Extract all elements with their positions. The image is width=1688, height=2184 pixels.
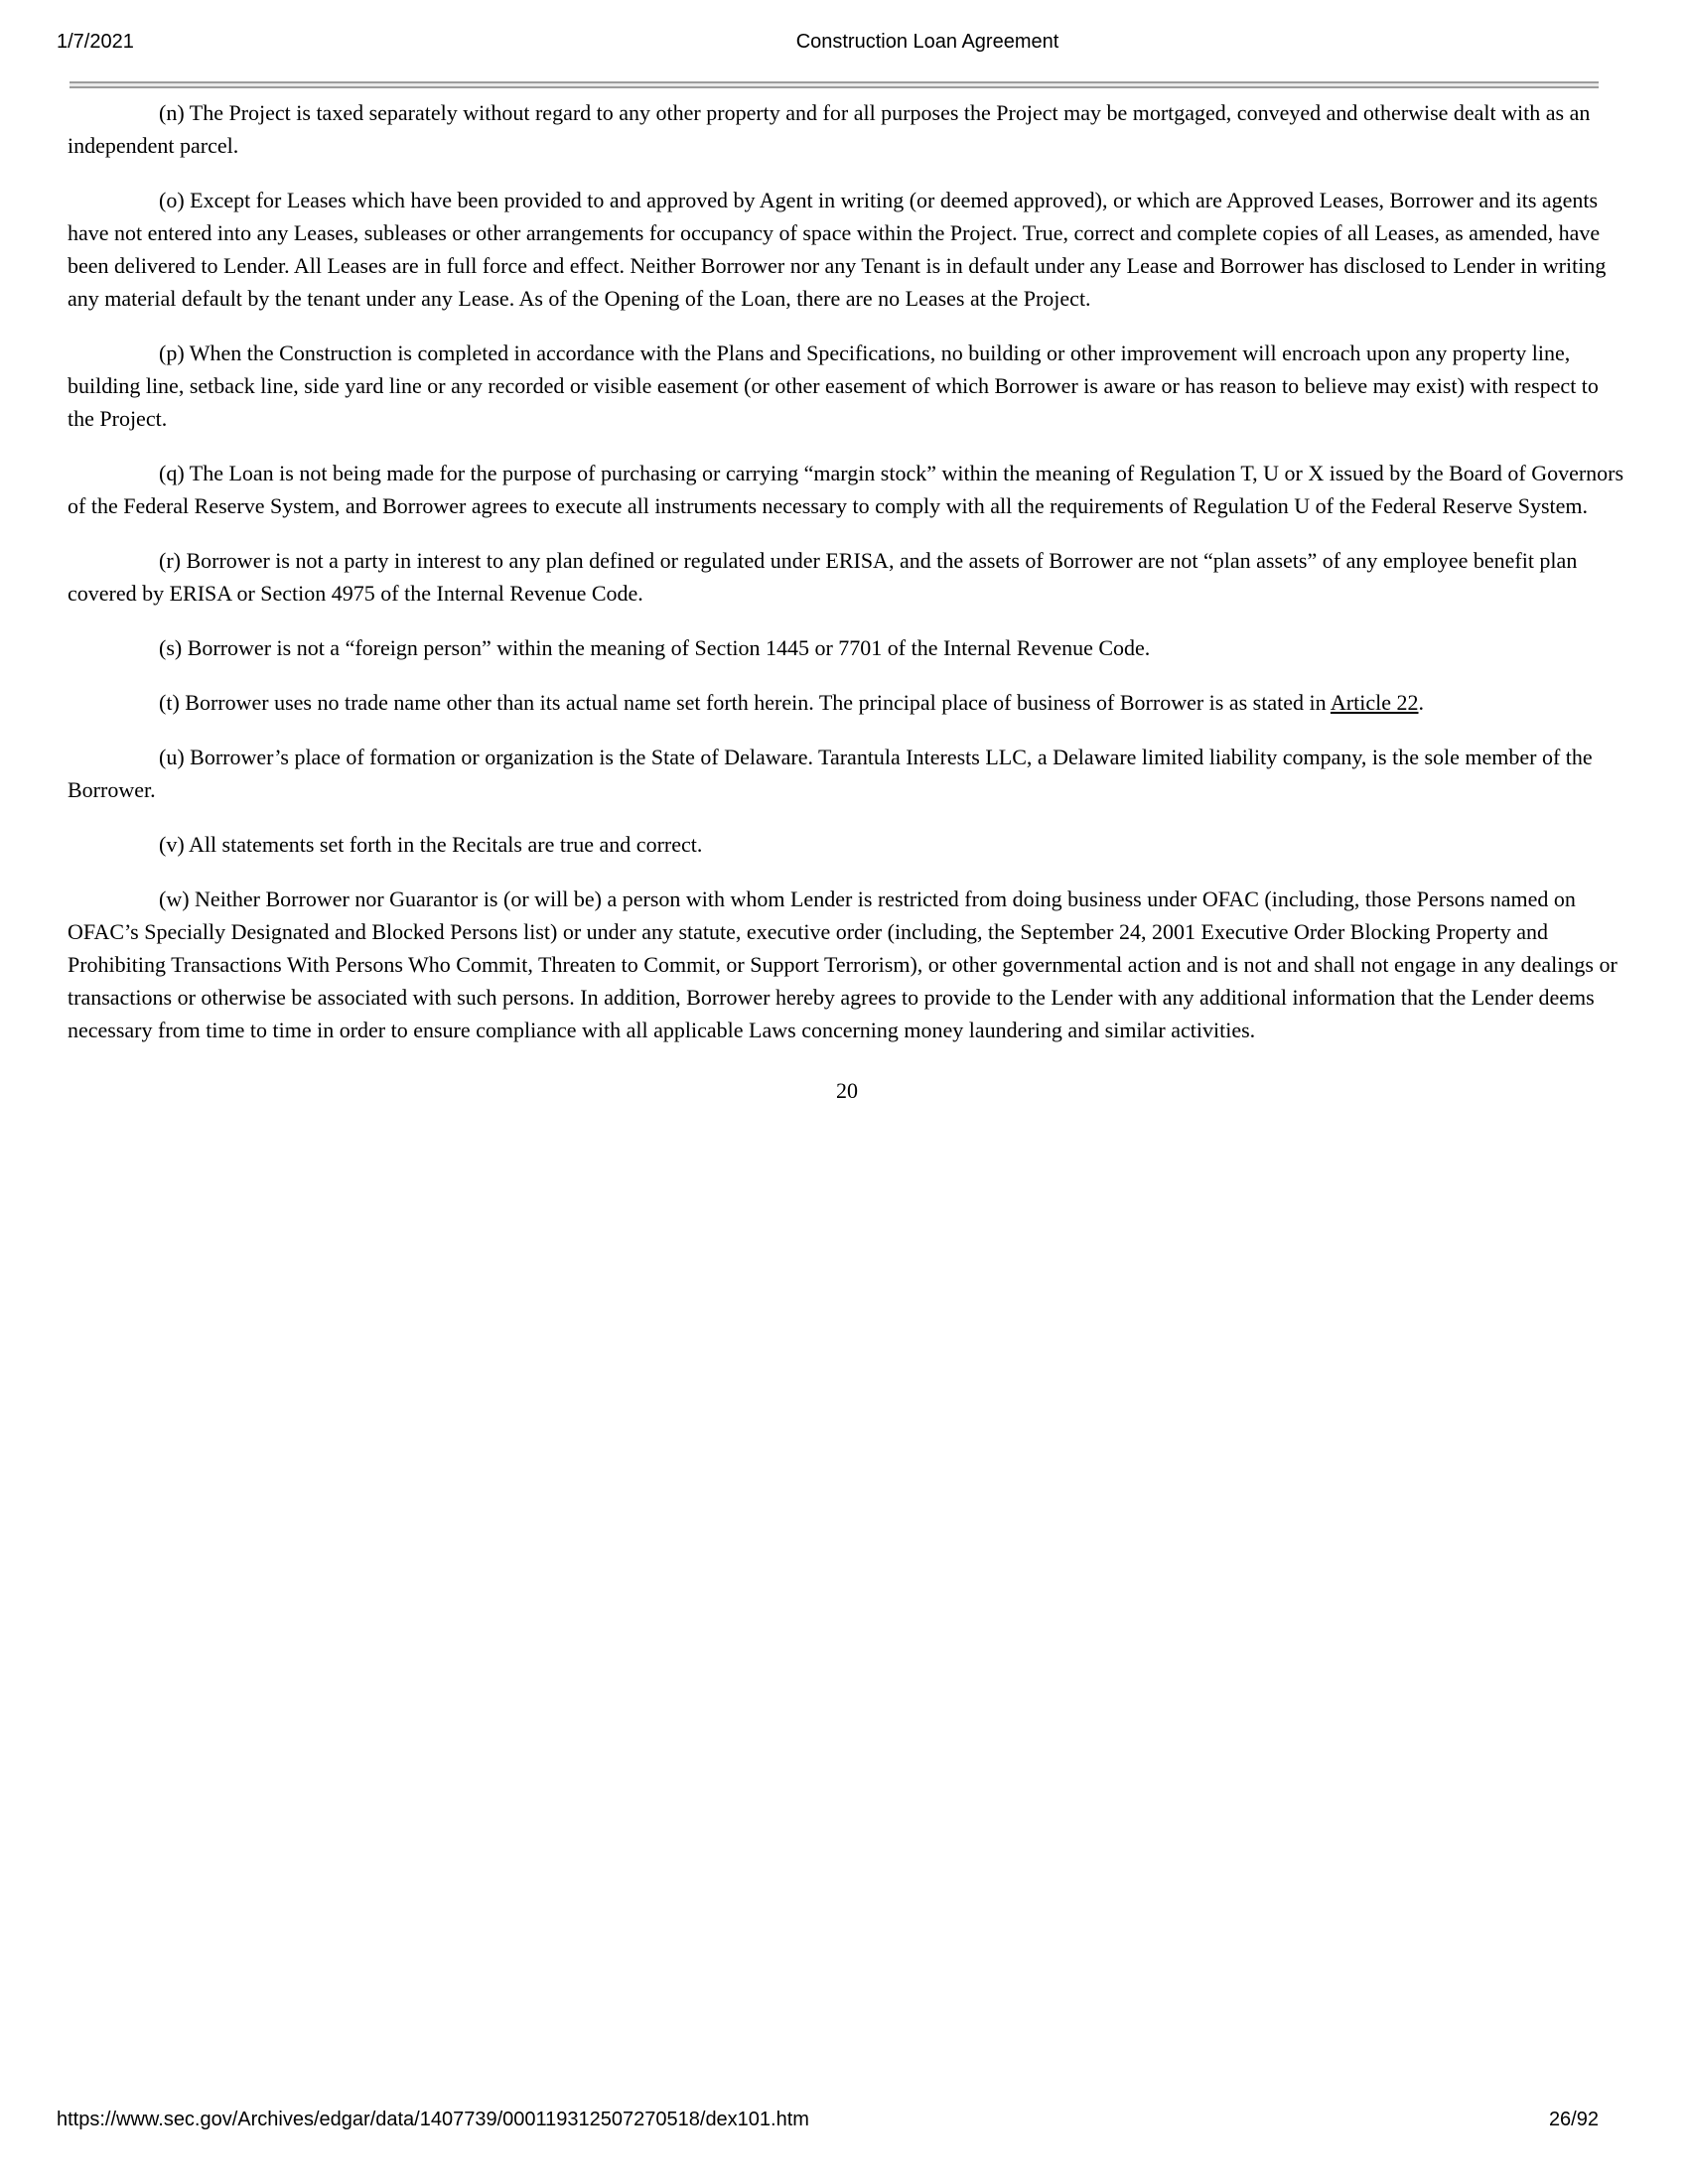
paragraph-t (68, 686, 1626, 719)
footer-page-indicator: 26/92 (1548, 2109, 1599, 2130)
paragraph-q: (q) The Loan is not being made for the purpose of purchasing or carrying “margin stock” within the meaning of Regulation T, U or X issued by the Board of Governors of the Federal Reserve System, and Borrower agrees to execute all instruments necessary to comply with all the requirements of Regulation U of the Federal Reserve System. (68, 461, 1624, 518)
paragraph-s: (s) Borrower is not a “foreign person” within the meaning of Section 1445 or 7701 of the Internal Revenue Code. (159, 635, 1151, 660)
paragraph-w: (w) Neither Borrower nor Guarantor is (or will be) a person with whom Lender is restricted from doing business under OFAC (including, those Persons named on OFAC’s Specially Designated and Blocked Persons list) or under any statute, executive order (including, the September 24, 2001 Executive Order Blocking Property and Prohibiting Transactions With Persons Who Commit, Threaten to Commit, or Support Terrorism), or other governmental action and is not and shall not engage in any dealings or transactions or otherwise be associated with such persons. In addition, Borrower hereby agrees to provide to the Lender with any additional information that the Lender deems necessary from time to time in order to ensure compliance with all applicable Laws concerning money laundering and similar activities. (68, 887, 1618, 1042)
document-body (68, 96, 1626, 1107)
paragraph-v: (v) All statements set forth in the Recitals are true and correct. (159, 832, 703, 857)
article-22-reference: Article 22 (1330, 690, 1419, 715)
print-footer (57, 2109, 1599, 2130)
paragraph-t-text-before: (t) Borrower uses no trade name other than its actual name set forth herein. The principal place of business of Borrower is as stated in (159, 690, 1331, 715)
header-rule-divider (70, 81, 1599, 88)
footer-source-url: https://www.sec.gov/Archives/edgar/data/1407739/000119312507270518/dex101.htm (57, 2109, 809, 2130)
paragraph-o: (o) Except for Leases which have been provided to and approved by Agent in writing (or deemed approved), or which are Approved Leases, Borrower and its agents have not entered into any Leases, subleases or other arrangements for occupancy of space within the Project. True, correct and complete copies of all Leases, as amended, have been delivered to Lender. All Leases are in full force and effect. Neither Borrower nor any Tenant is in default under any Lease and Borrower has disclosed to Lender in writing any material default by the tenant under any Lease. As of the Opening of the Loan, there are no Leases at the Project. (68, 188, 1607, 311)
print-header-date: 1/7/2021 (57, 31, 134, 53)
paragraph-t-text-after: . (1418, 690, 1424, 715)
document-title: Construction Loan Agreement (795, 31, 1059, 53)
paragraph-u: (u) Borrower’s place of formation or organization is the State of Delaware. Tarantula Interests LLC, a Delaware limited liability company, is the sole member of the Borrower. (68, 745, 1593, 802)
paragraph-p: (p) When the Construction is completed in accordance with the Plans and Specifications, no building or other improvement will encroach upon any property line, building line, setback line, side yard line or any recorded or visible easement (or other easement of which Borrower is aware or has reason to believe may exist) with respect to the Project. (68, 341, 1599, 431)
paragraph-r: (r) Borrower is not a party in interest to any plan defined or regulated under ERISA, and the assets of Borrower are not “plan assets” of any employee benefit plan covered by ERISA or Section 4975 of the Internal Revenue Code. (68, 548, 1578, 606)
paragraph-n: (n) The Project is taxed separately without regard to any other property and for all purposes the Project may be mortgaged, conveyed and otherwise dealt with as an independent parcel. (68, 100, 1591, 158)
page-number: 20 (836, 1078, 858, 1103)
